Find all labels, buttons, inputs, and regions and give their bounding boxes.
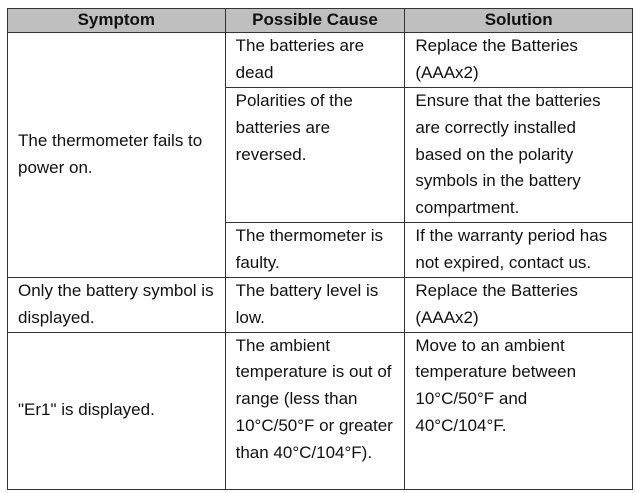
- cause-cell: Polarities of the batteries are reversed.: [225, 88, 405, 223]
- symptom-cell: Only the battery symbol is displayed.: [8, 277, 226, 332]
- table-row: [8, 332, 633, 489]
- cause-cell: The battery level is low.: [225, 277, 405, 332]
- solution-cell: Replace the Batteries (AAAx2): [405, 33, 633, 88]
- table-row: [8, 33, 633, 88]
- cause-cell: The batteries are dead: [225, 33, 405, 88]
- cause-cell: The thermometer is faulty.: [225, 222, 405, 277]
- symptom-cell: The thermometer fails to power on.: [8, 33, 226, 278]
- troubleshooting-table: [7, 8, 633, 490]
- table-row: [8, 277, 633, 332]
- header-row: [8, 9, 633, 33]
- header-solution: Solution: [405, 9, 633, 33]
- solution-cell: Replace the Batteries (AAAx2): [405, 277, 633, 332]
- solution-cell: Move to an ambient temperature between 10°C/50°F and 40°C/104°F.: [405, 332, 633, 489]
- symptom-cell: "Er1" is displayed.: [8, 332, 226, 489]
- header-cause: Possible Cause: [225, 9, 405, 33]
- solution-cell: If the warranty period has not expired, contact us.: [405, 222, 633, 277]
- header-symptom: Symptom: [8, 9, 226, 33]
- solution-cell: Ensure that the batteries are correctly installed based on the polarity symbols in the battery compartment.: [405, 88, 633, 223]
- cause-cell: The ambient temperature is out of range (less than 10°C/50°F or greater than 40°C/104°F).: [225, 332, 405, 489]
